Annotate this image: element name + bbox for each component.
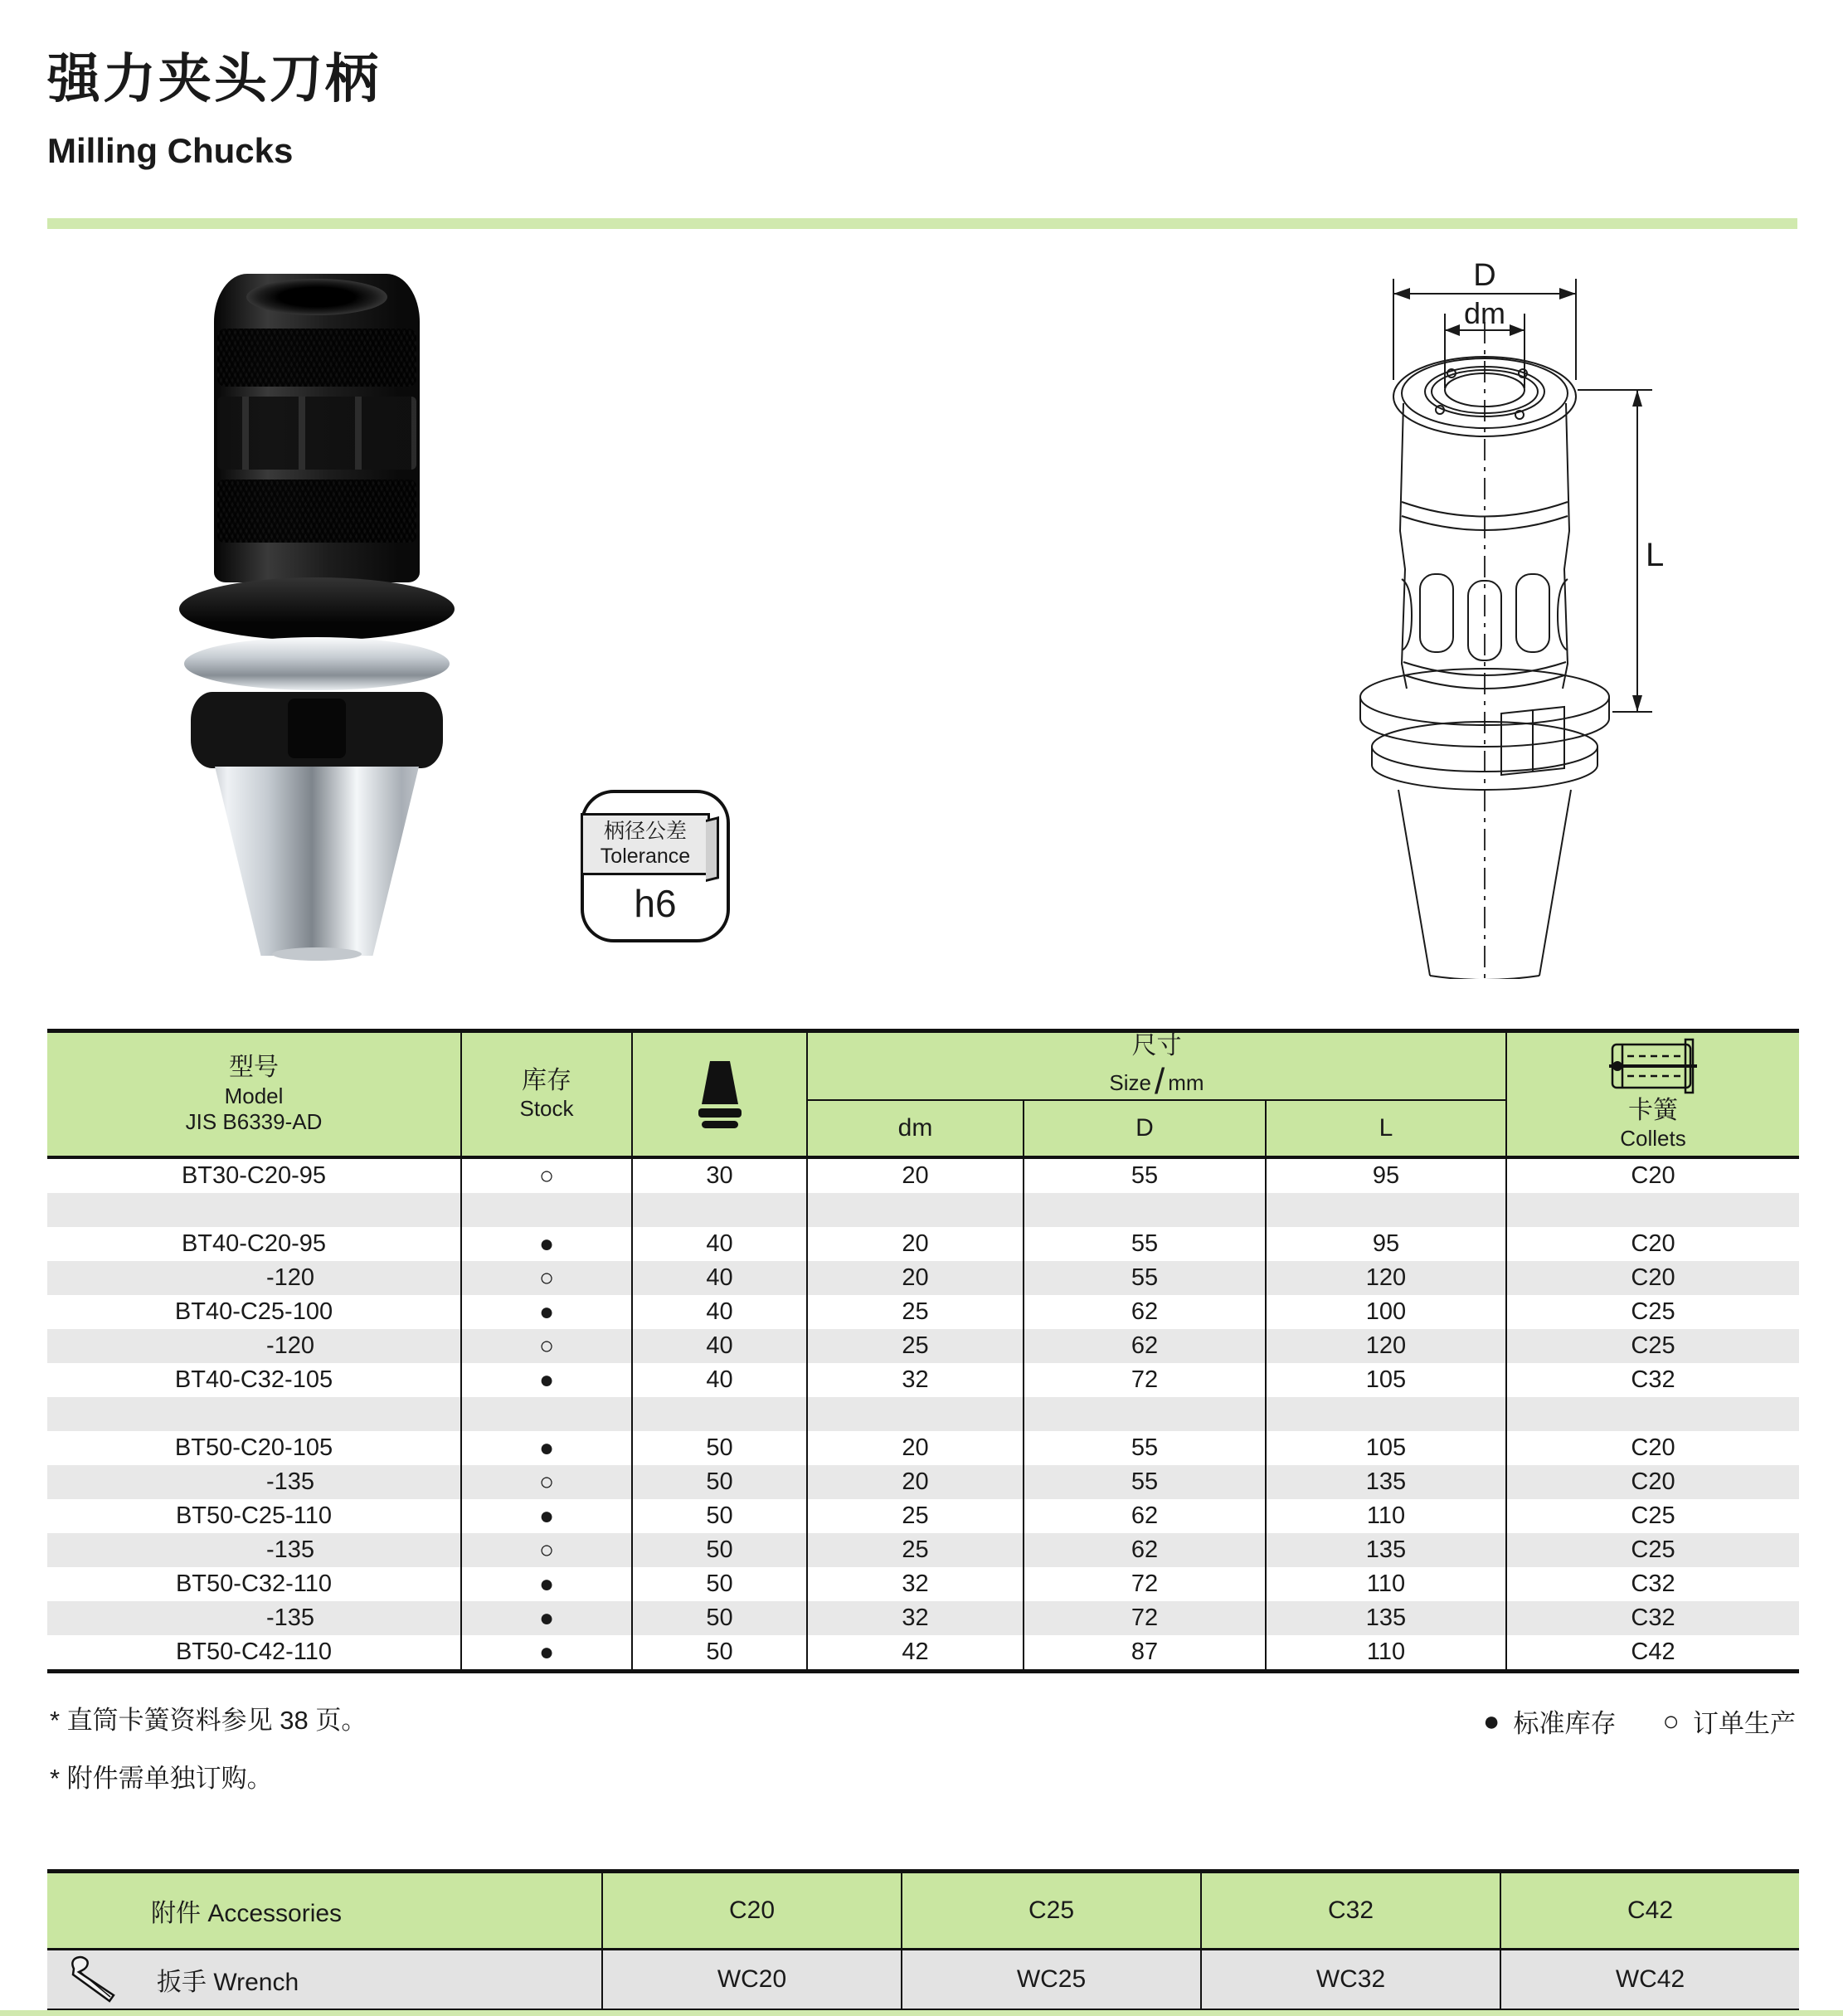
dm-cell: 42 <box>806 1635 1023 1669</box>
model-cell: BT50-C20-105 <box>174 1434 333 1461</box>
wrench-wc25: WC25 <box>901 1950 1200 2009</box>
stock-cell <box>460 1261 631 1295</box>
accessories-title: 附件 Accessories <box>151 1900 343 1927</box>
stock-cell <box>460 1159 631 1193</box>
stock-standard-icon: ● <box>1482 1705 1500 1737</box>
stock-cell <box>460 1601 631 1635</box>
page-bottom-rule <box>0 2010 1843 2016</box>
taper-cell: 40 <box>631 1261 806 1295</box>
stock-standard-icon: ● <box>538 1434 555 1462</box>
legend-order <box>1662 1702 1796 1740</box>
collet-icon <box>1601 1036 1705 1096</box>
l-cell: 110 <box>1265 1635 1505 1669</box>
dm-cell: 20 <box>806 1465 1023 1499</box>
table-row <box>47 1261 1799 1295</box>
col-header-stock <box>460 1033 631 1156</box>
dm-cell: 20 <box>806 1261 1023 1295</box>
size-unit: mm <box>1168 1070 1204 1096</box>
l-cell: 100 <box>1265 1295 1505 1329</box>
tolerance-value: h6 <box>634 882 677 925</box>
model-cell: BT50-C32-110 <box>175 1570 333 1597</box>
col-header-size <box>806 1033 1505 1101</box>
chuck-bore <box>246 279 387 315</box>
taper-cell: 50 <box>631 1567 806 1601</box>
d-cell: 72 <box>1023 1567 1265 1601</box>
spec-table <box>47 1029 1799 1673</box>
col-header-taper <box>631 1033 806 1156</box>
tolerance-label-en: Tolerance <box>600 844 691 868</box>
dm-cell: 32 <box>806 1601 1023 1635</box>
knurl-band-lower <box>217 480 416 543</box>
col-header-d: D <box>1023 1101 1265 1156</box>
taper-cell: 50 <box>631 1635 806 1669</box>
l-cell: 120 <box>1265 1329 1505 1363</box>
col-header-l: L <box>1265 1101 1505 1156</box>
collet-cell: C20 <box>1505 1431 1799 1465</box>
accessories-col-c25: C25 <box>901 1873 1200 1948</box>
stock-order-icon: ○ <box>1662 1705 1680 1737</box>
model-cell: -135 <box>265 1468 314 1495</box>
tolerance-badge <box>581 790 730 942</box>
collet-cell: C32 <box>1505 1363 1799 1397</box>
spec-table-header <box>47 1033 1799 1159</box>
model-cell: -135 <box>265 1605 314 1631</box>
stock-cell <box>460 1499 631 1533</box>
wrench-wc32: WC32 <box>1200 1950 1500 2009</box>
taper-cell: 50 <box>631 1533 806 1567</box>
stock-standard-icon: ● <box>538 1298 555 1326</box>
taper-cell: 30 <box>631 1159 806 1193</box>
taper-shank <box>192 767 441 956</box>
legend-standard-label: 标准库存 <box>1513 1709 1617 1738</box>
model-cell: BT40-C25-100 <box>174 1298 333 1325</box>
model-cell: -120 <box>265 1264 314 1291</box>
stock-cell <box>460 1295 631 1329</box>
stock-label-zh: 库存 <box>522 1066 571 1094</box>
d-cell: 55 <box>1023 1227 1265 1261</box>
chuck-flange <box>179 577 455 640</box>
chuck-body <box>214 274 420 582</box>
table-row <box>47 1635 1799 1669</box>
model-cell: BT50-C42-110 <box>175 1639 333 1665</box>
collet-cell: C25 <box>1505 1295 1799 1329</box>
d-cell: 62 <box>1023 1499 1265 1533</box>
stock-legend <box>1483 1702 1796 1740</box>
collets-label-en: Collets <box>1620 1126 1686 1152</box>
stock-cell <box>460 1635 631 1669</box>
legend-standard <box>1483 1702 1617 1740</box>
page-subtitle: Milling Chucks <box>47 131 294 170</box>
dim-l-label: L <box>1646 537 1665 573</box>
taper-cell: 40 <box>631 1363 806 1397</box>
stock-order-icon: ○ <box>538 1161 555 1190</box>
d-cell: 55 <box>1023 1465 1265 1499</box>
l-cell: 110 <box>1265 1499 1505 1533</box>
technical-drawing <box>1327 249 1725 979</box>
model-label-en: Model <box>224 1083 284 1108</box>
size-label-en: Size <box>1109 1070 1151 1096</box>
knurl-band-upper <box>217 329 416 387</box>
collet-cell: C20 <box>1505 1261 1799 1295</box>
tolerance-ribbon <box>581 813 710 875</box>
stock-standard-icon: ● <box>538 1230 555 1258</box>
d-cell: 72 <box>1023 1601 1265 1635</box>
d-cell: 62 <box>1023 1295 1265 1329</box>
model-cell: BT40-C32-105 <box>174 1366 333 1393</box>
dm-cell: 25 <box>806 1499 1023 1533</box>
stock-cell <box>460 1329 631 1363</box>
collet-cell: C42 <box>1505 1635 1799 1669</box>
table-row <box>47 1227 1799 1261</box>
collet-cell: C25 <box>1505 1499 1799 1533</box>
stock-label-en: Stock <box>519 1096 574 1122</box>
flange-silver-ring <box>184 637 450 690</box>
dm-cell: 25 <box>806 1295 1023 1329</box>
collet-cell: C20 <box>1505 1159 1799 1193</box>
col-header-model <box>47 1033 460 1156</box>
wrench-wc20: WC20 <box>601 1950 901 2009</box>
table-row <box>47 1329 1799 1363</box>
model-cell: BT50-C25-110 <box>175 1502 333 1529</box>
grip-slots <box>217 397 416 470</box>
d-cell: 87 <box>1023 1635 1265 1669</box>
taper-cell: 50 <box>631 1601 806 1635</box>
page-title: 强力夹头刀柄 <box>47 49 381 109</box>
taper-end <box>272 947 362 961</box>
l-cell: 95 <box>1265 1159 1505 1193</box>
l-cell: 135 <box>1265 1533 1505 1567</box>
table-spacer-row <box>47 1193 1799 1227</box>
accessories-col-c32: C32 <box>1200 1873 1500 1948</box>
taper-cell: 40 <box>631 1329 806 1363</box>
model-cell: -135 <box>265 1536 314 1563</box>
accessories-col-c20: C20 <box>601 1873 901 1948</box>
l-cell: 135 <box>1265 1465 1505 1499</box>
collet-cell: C32 <box>1505 1601 1799 1635</box>
stock-order-icon: ○ <box>538 1264 555 1292</box>
collet-cell: C20 <box>1505 1465 1799 1499</box>
taper-cell: 50 <box>631 1431 806 1465</box>
table-row <box>47 1567 1799 1601</box>
model-standard: JIS B6339-AD <box>185 1109 323 1135</box>
d-cell: 72 <box>1023 1363 1265 1397</box>
dm-cell: 20 <box>806 1431 1023 1465</box>
legend-order-label: 订单生产 <box>1693 1709 1796 1738</box>
table-row <box>47 1431 1799 1465</box>
footnote-collets: * 直筒卡簧资料参见 38 页。 <box>50 1706 367 1735</box>
table-row <box>47 1295 1799 1329</box>
wrench-wc42: WC42 <box>1500 1950 1799 2009</box>
model-cell: BT40-C20-95 <box>181 1230 327 1257</box>
model-label-zh: 型号 <box>229 1053 279 1081</box>
footnote-accessories: * 附件需单独订购。 <box>50 1764 273 1793</box>
stock-order-icon: ○ <box>538 1536 555 1564</box>
wrench-label-cell <box>47 1950 601 2009</box>
model-cell: -120 <box>265 1332 314 1359</box>
l-cell: 120 <box>1265 1261 1505 1295</box>
size-slash: / <box>1155 1061 1165 1103</box>
d-cell: 55 <box>1023 1431 1265 1465</box>
hook-wrench-icon <box>62 1954 122 2005</box>
table-row <box>47 1159 1799 1193</box>
accessories-col-c42: C42 <box>1500 1873 1799 1948</box>
dm-cell: 25 <box>806 1329 1023 1363</box>
collet-cell: C32 <box>1505 1567 1799 1601</box>
table-row <box>47 1601 1799 1635</box>
table-row <box>47 1465 1799 1499</box>
taper-cell: 40 <box>631 1295 806 1329</box>
table-row <box>47 1533 1799 1567</box>
table-row <box>47 1363 1799 1397</box>
stock-standard-icon: ● <box>538 1502 555 1530</box>
accessories-header <box>47 1873 1799 1950</box>
collet-cell: C20 <box>1505 1227 1799 1261</box>
title-divider <box>47 218 1797 229</box>
collets-label-zh: 卡簧 <box>1628 1096 1678 1124</box>
collet-cell: C25 <box>1505 1533 1799 1567</box>
accessories-wrench-row <box>47 1950 1799 2009</box>
ribbon-fold <box>706 816 719 882</box>
stock-standard-icon: ● <box>538 1638 555 1666</box>
collet-cell: C25 <box>1505 1329 1799 1363</box>
drive-notch <box>288 699 346 758</box>
l-cell: 135 <box>1265 1601 1505 1635</box>
tolerance-label-zh: 柄径公差 <box>603 820 687 843</box>
dm-cell: 20 <box>806 1159 1023 1193</box>
table-spacer-row <box>47 1397 1799 1431</box>
accessories-table <box>47 1869 1799 2014</box>
bt-taper-icon <box>693 1059 746 1129</box>
col-header-dm: dm <box>806 1101 1023 1156</box>
size-label-zh: 尺寸 <box>1131 1031 1182 1059</box>
d-cell: 62 <box>1023 1533 1265 1567</box>
d-cell: 55 <box>1023 1159 1265 1193</box>
stock-standard-icon: ● <box>538 1570 555 1598</box>
stock-order-icon: ○ <box>538 1468 555 1496</box>
dm-cell: 32 <box>806 1567 1023 1601</box>
dm-cell: 20 <box>806 1227 1023 1261</box>
stock-cell <box>460 1465 631 1499</box>
l-cell: 105 <box>1265 1363 1505 1397</box>
l-cell: 95 <box>1265 1227 1505 1261</box>
dm-cell: 25 <box>806 1533 1023 1567</box>
model-cell: BT30-C20-95 <box>181 1162 327 1189</box>
stock-order-icon: ○ <box>538 1332 555 1360</box>
d-cell: 55 <box>1023 1261 1265 1295</box>
l-cell: 110 <box>1265 1567 1505 1601</box>
taper-cell: 50 <box>631 1465 806 1499</box>
d-cell: 62 <box>1023 1329 1265 1363</box>
dim-d-label: D <box>1473 258 1496 293</box>
stock-cell <box>460 1567 631 1601</box>
taper-cell: 50 <box>631 1499 806 1533</box>
stock-standard-icon: ● <box>538 1604 555 1632</box>
table-row <box>47 1499 1799 1533</box>
stock-cell <box>460 1533 631 1567</box>
product-photo <box>166 274 468 962</box>
l-cell: 105 <box>1265 1431 1505 1465</box>
dm-cell: 32 <box>806 1363 1023 1397</box>
stock-cell <box>460 1227 631 1261</box>
stock-cell <box>460 1363 631 1397</box>
wrench-label: 扳手 Wrench <box>157 1969 299 1996</box>
dim-dm-label: dm <box>1463 296 1506 330</box>
taper-cell: 40 <box>631 1227 806 1261</box>
stock-cell <box>460 1431 631 1465</box>
col-header-collets <box>1505 1033 1799 1156</box>
stock-standard-icon: ● <box>538 1366 555 1394</box>
